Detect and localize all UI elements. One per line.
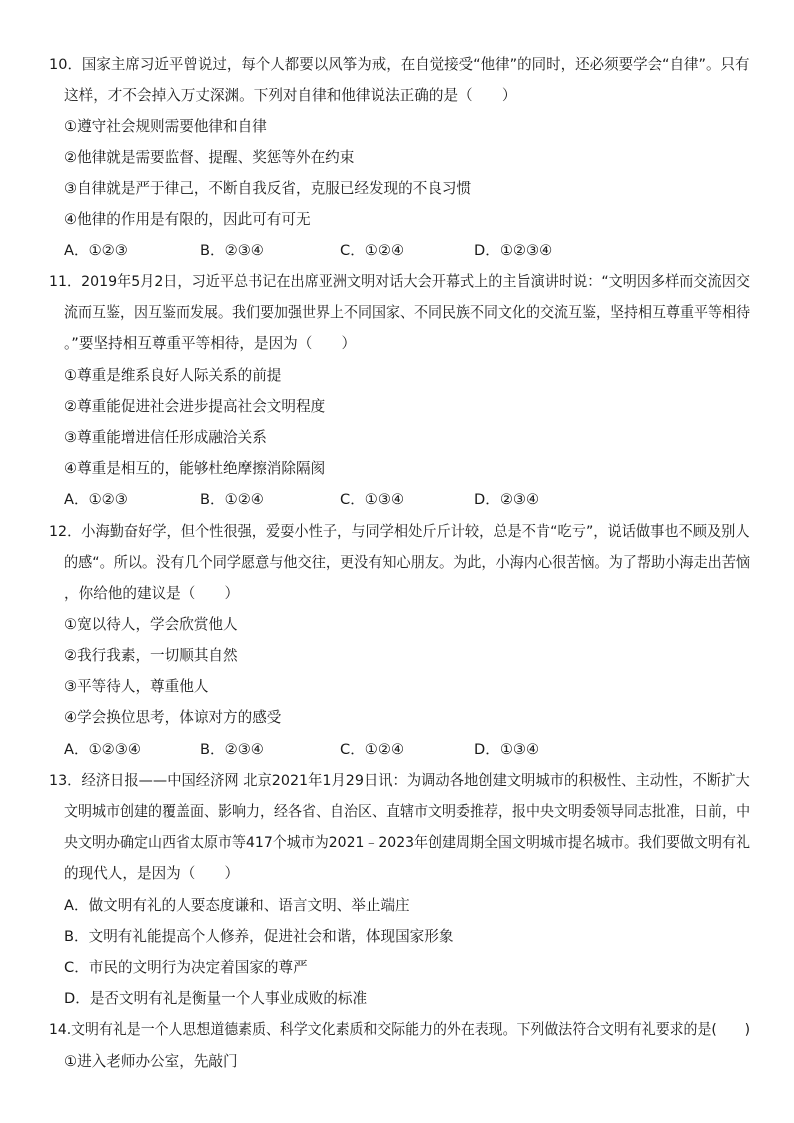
question-10-statement-4: ④他律的作用是有限的，因此可有可无 xyxy=(64,211,311,228)
question-13-line-1: 13．经济日报——中国经济网 北京2021年1月29日讯：为调动各地创建文明城市的积极性、主动性，不断扩大 xyxy=(49,772,750,789)
question-11-statement-4: ④尊重是相互的，能够杜绝摩擦消除隔阂 xyxy=(64,460,326,477)
question-13-option-b[interactable]: B．文明有礼能提高个人修养，促进社会和谐，体现国家形象 xyxy=(64,928,454,945)
question-10-line-2: 这样，才不会掉入万丈深渊。下列对自律和他律说法正确的是（ ） xyxy=(64,87,517,104)
question-12-option-d[interactable]: D．①③④ xyxy=(474,741,540,758)
question-13-option-c[interactable]: C．市民的文明行为决定着国家的尊严 xyxy=(64,959,308,976)
question-13-line-3: 央文明办确定山西省太原市等417个城市为2021﹣2023年创建周期全国文明城市提名城市。我们要做文明有礼 xyxy=(64,834,751,851)
question-11-line-1: 11．2019年5月2日，习近平总书记在出席亚洲文明对话大会开幕式上的主旨演讲时说：“文明因多样而交流因交 xyxy=(49,273,750,290)
question-10-option-d[interactable]: D．①②③④ xyxy=(474,242,553,259)
question-13-line-4: 的现代人，是因为（ ） xyxy=(64,865,240,882)
question-10-option-a[interactable]: A．①②③ xyxy=(64,242,128,259)
question-11-option-c[interactable]: C．①③④ xyxy=(340,491,405,508)
question-10-option-b[interactable]: B．②③④ xyxy=(200,242,264,259)
question-11-line-3: 。”要坚持相互尊重平等相待，是因为（ ） xyxy=(64,335,357,352)
question-13-option-d[interactable]: D．是否文明有礼是衡量一个人事业成败的标准 xyxy=(64,990,368,1007)
question-12-statement-1: ①宽以待人，学会欣赏他人 xyxy=(64,616,238,633)
question-12-statement-3: ③平等待人，尊重他人 xyxy=(64,678,209,695)
question-13-option-a[interactable]: A．做文明有礼的人要态度谦和、语言文明、举止端庄 xyxy=(64,897,410,914)
question-11-option-a[interactable]: A．①②③ xyxy=(64,491,128,508)
question-14-line-1: 14.文明有礼是一个人思想道德素质、科学文化素质和交际能力的外在表现。下列做法符合文明有礼要求的是( ) xyxy=(49,1021,751,1038)
question-11-statement-1: ①尊重是维系良好人际关系的前提 xyxy=(64,367,282,384)
question-12-option-c[interactable]: C．①②④ xyxy=(340,741,405,758)
question-11-option-b[interactable]: B．①②④ xyxy=(200,491,264,508)
question-12-line-3: ，你给他的建议是（ ） xyxy=(64,585,240,602)
question-12-statement-2: ②我行我素，一切顺其自然 xyxy=(64,647,238,664)
question-11-option-d[interactable]: D．②③④ xyxy=(474,491,540,508)
question-13-line-2: 文明城市创建的覆盖面、影响力，经各省、自治区、直辖市文明委推荐，报中央文明委领导同志批准，日前，中 xyxy=(64,803,751,820)
question-10-line-1: 10．国家主席习近平曾说过，每个人都要以风筝为戒，在自觉接受“他律”的同时，还必须要学会“自律”。只有 xyxy=(49,56,750,73)
question-11-statement-3: ③尊重能增进信任形成融洽关系 xyxy=(64,429,267,446)
question-12-option-a[interactable]: A．①②③④ xyxy=(64,741,141,758)
question-10-option-c[interactable]: C．①②④ xyxy=(340,242,405,259)
question-11-line-2: 流而互鉴，因互鉴而发展。我们要加强世界上不同国家、不同民族不同文化的交流互鉴，坚持相互尊重平等相待 xyxy=(64,304,751,321)
question-12-line-2: 的感“。所以。没有几个同学愿意与他交往，更没有知心朋友。为此，小海内心很苦恼。为了帮助小海走出苦恼 xyxy=(64,554,751,571)
question-14-statement-1: ①进入老师办公室，先敲门 xyxy=(64,1053,238,1070)
question-10-statement-1: ①遵守社会规则需要他律和自律 xyxy=(64,118,267,135)
question-12-option-b[interactable]: B．②③④ xyxy=(200,741,264,758)
question-12-line-1: 12．小海勤奋好学，但个性很强，爱耍小性子，与同学相处斤斤计较，总是不肯“吃亏”，说话做事也不顾及别人 xyxy=(49,523,750,540)
question-11-statement-2: ②尊重能促进社会进步提高社会文明程度 xyxy=(64,398,326,415)
question-12-statement-4: ④学会换位思考，体谅对方的感受 xyxy=(64,709,282,726)
question-10-statement-3: ③自律就是严于律己，不断自我反省，克服已经发现的不良习惯 xyxy=(64,180,472,197)
question-10-statement-2: ②他律就是需要监督、提醒、奖惩等外在约束 xyxy=(64,149,355,166)
